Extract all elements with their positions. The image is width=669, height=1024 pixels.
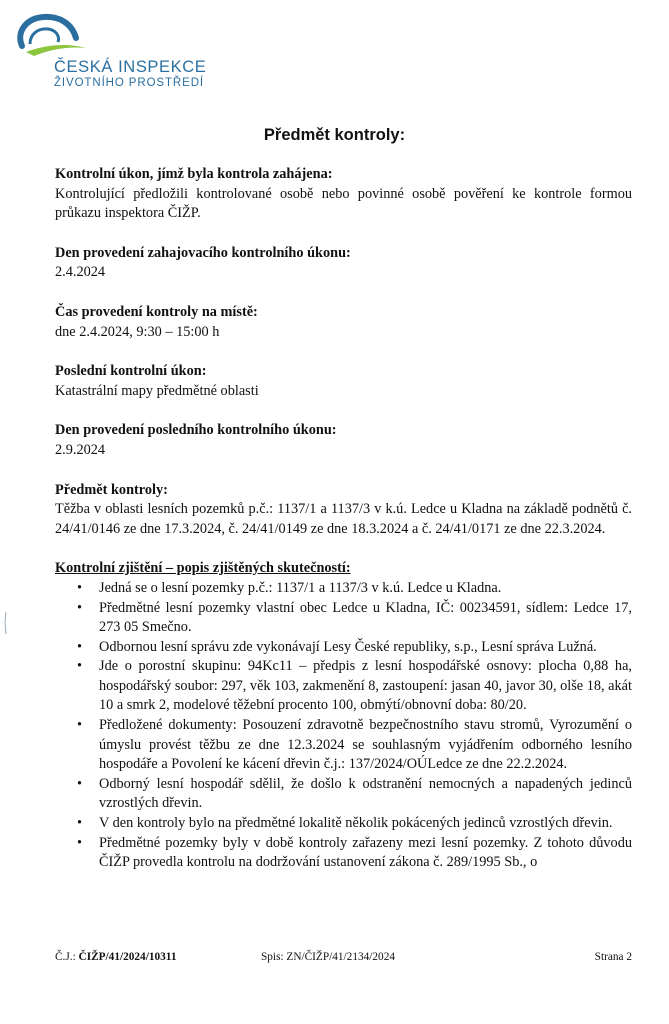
section-heading: Předmět kontroly:: [55, 481, 168, 498]
list-item: [55, 599, 632, 638]
bullet-icon: •: [77, 658, 83, 675]
section-text: Kontrolující předložili kontrolované osobě nebo povinné osobě pověření ke kontrole formou průkazu inspektora ČIŽP.: [55, 185, 632, 222]
footer-cj-label: Č.J.:: [55, 951, 79, 963]
cizp-logo-mark: [12, 12, 92, 62]
list-item: [55, 834, 632, 873]
list-item: [55, 716, 632, 775]
list-item-text: Předmětné lesní pozemky vlastní obec Ledce u Kladna, IČ: 00234591, sídlem: Ledce 17, 273 05 Smečno.: [99, 599, 632, 636]
section-den-posledni: [55, 421, 632, 460]
list-item: [55, 814, 632, 834]
list-item-text: V den kontroly bylo na předmětné lokalitě několik pokácených jedinců vzrostlých dřevin.: [99, 815, 613, 832]
list-item: [55, 775, 632, 814]
page-edge-mark: [4, 612, 7, 634]
section-zjisteni: [55, 559, 632, 873]
list-item-text: Jedná se o lesní pozemky p.č.: 1137/1 a 1137/3 v k.ú. Ledce u Kladna.: [99, 579, 502, 596]
section-text: dne 2.4.2024, 9:30 – 15:00 h: [55, 323, 220, 340]
section-heading: Kontrolní úkon, jímž byla kontrola zahájena:: [55, 166, 333, 182]
list-item-text: Jde o porostní skupinu: 94Kc11 – předpis z lesní hospodářské osnovy: plocha 0,88 ha, hospodářský soubor: 297, věk 103, zakmenění 8, zastoupení: jasan 40, javor 30, olše 18, akát 10 a smrk 2, modelové těžební procento 100, obmýtí/obnovní doba: 80/20.: [99, 658, 632, 714]
bullet-icon: •: [77, 815, 83, 832]
logo-line-2: ŽIVOTNÍHO PROSTŘEDÍ: [54, 77, 204, 89]
page-title: Předmět kontroly:: [263, 126, 406, 144]
section-heading: Poslední kontrolní úkon:: [55, 363, 207, 380]
bullet-icon: •: [77, 775, 83, 792]
section-heading: Čas provedení kontroly na místě:: [55, 303, 258, 320]
section-heading: Den provedení zahajovacího kontrolního úkonu:: [55, 244, 351, 261]
bullet-icon: •: [77, 834, 83, 851]
section-zahajeni: [55, 165, 632, 224]
list-item-text: Předložené dokumenty: Posouzení zdravotně bezpečnostního stavu stromů, Vyrozumění o úmyslu provést těžbu ze dne 12.3.2024 se souhlasným vyjádřením odborného lesního hospodáře a Povolení ke kácení dřevin č.j.: 137/2024/OÚLedce ze dne 22.2.2024.: [99, 717, 632, 773]
list-item: [55, 638, 632, 658]
section-text: 2.4.2024: [55, 264, 106, 281]
footer-page-number: Strana 2: [594, 951, 632, 963]
list-item: [55, 657, 632, 716]
list-item-text: Odborný lesní hospodář sdělil, že došlo k odstranění nemocných a napadených jedinců vzrostlých dřevin.: [99, 775, 632, 812]
footer-spis: Spis: ZN/ČIŽP/41/2134/2024: [261, 951, 396, 963]
cizp-logo: [12, 12, 212, 92]
section-den-zahajeni: [55, 244, 632, 283]
list-item-text: Předmětné pozemky byly v době kontroly zařazeny mezi lesní pozemky. Z tohoto důvodu ČIŽP provedla kontrolu na dodržování ustanovení zákona č. 289/1995 Sb., o: [99, 834, 632, 871]
list-item-text: Odbornou lesní správu zde vykonávají Lesy České republiky, s.p., Lesní správa Lužná.: [99, 638, 597, 655]
bullet-icon: •: [77, 579, 83, 596]
bullet-icon: •: [77, 717, 83, 734]
page-footer: [55, 951, 632, 969]
section-cas: [55, 303, 632, 342]
section-text: 2.9.2024: [55, 441, 106, 458]
bullet-icon: •: [77, 638, 83, 655]
section-heading: Den provedení posledního kontrolního úkonu:: [55, 422, 337, 439]
findings-list: [55, 579, 632, 873]
footer-cj-value: ČIŽP/41/2024/10311: [78, 951, 177, 963]
footer-reference: [55, 951, 176, 963]
section-heading: Kontrolní zjištění – popis zjištěných skutečností:: [55, 560, 351, 577]
section-text: Těžba v oblasti lesních pozemků p.č.: 1137/1 a 1137/3 v k.ú. Ledce u Kladna na základě podnětů č. 24/41/0146 ze dne 17.3.2024, č. 24/41/0149 ze dne 18.3.2024 a č. 24/41/0171 ze dne 22.3.2024.: [55, 501, 632, 537]
section-text: Katastrální mapy předmětné oblasti: [55, 382, 259, 399]
section-predmet: [55, 481, 632, 540]
document-body: [55, 165, 632, 893]
section-posledni: [55, 362, 632, 401]
bullet-icon: •: [77, 599, 83, 616]
list-item: [55, 579, 632, 599]
logo-line-1: ČESKÁ INSPEKCE: [54, 58, 207, 76]
